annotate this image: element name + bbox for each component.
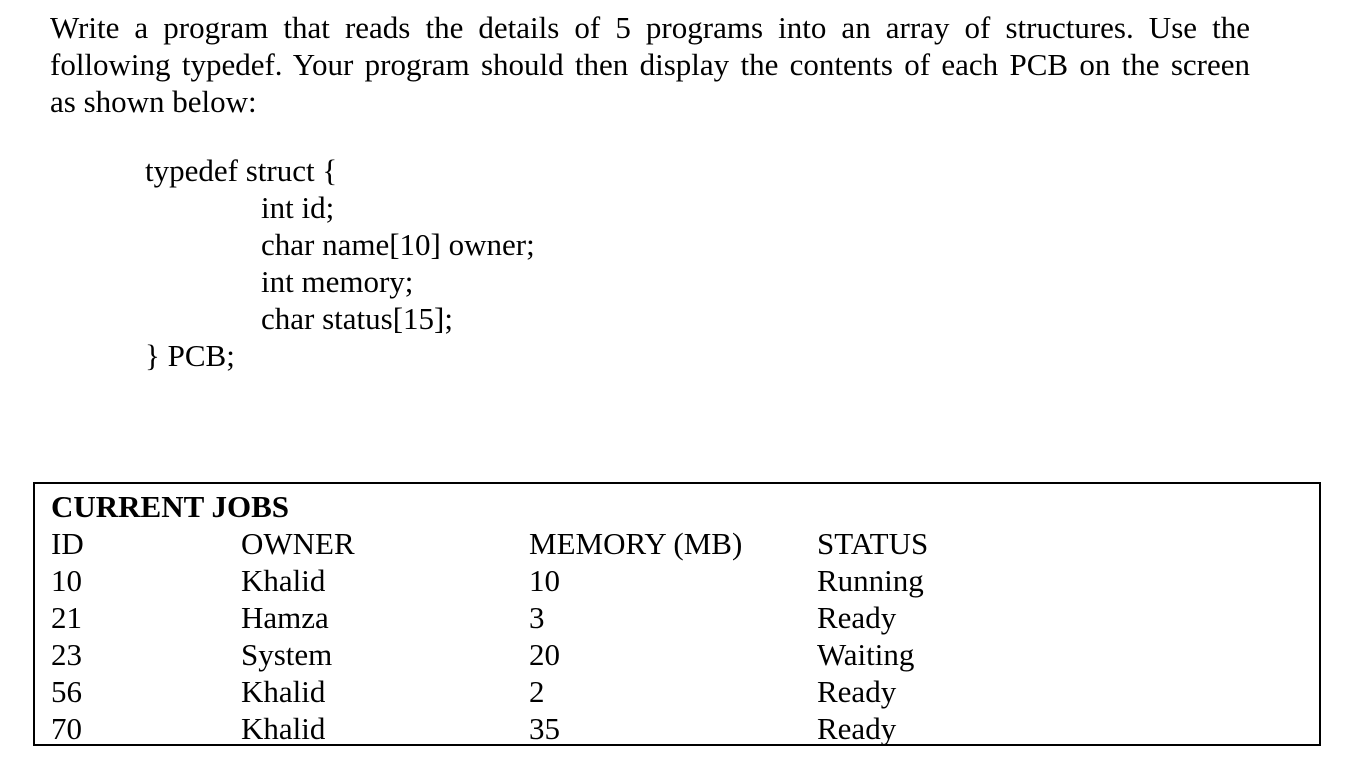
current-jobs-table (33, 482, 1321, 746)
row-2-owner: Hamza (241, 600, 329, 635)
row-2-memory: 3 (529, 600, 545, 635)
row-5-id: 70 (51, 711, 82, 746)
row-4-owner: Khalid (241, 674, 326, 709)
row-4-id: 56 (51, 674, 82, 709)
code-line-status: char status[15]; (261, 301, 453, 336)
row-5-status: Ready (817, 711, 897, 746)
row-5-memory: 35 (529, 711, 560, 746)
row-5-owner: Khalid (241, 711, 326, 746)
code-line-typedef-open: typedef struct { (145, 153, 338, 188)
header-owner: OWNER (241, 526, 355, 561)
row-1-owner: Khalid (241, 563, 326, 598)
row-2-id: 21 (51, 600, 82, 635)
code-line-id: int id; (261, 190, 335, 225)
row-2-status: Ready (817, 600, 897, 635)
header-status: STATUS (817, 526, 929, 561)
row-4-status: Ready (817, 674, 897, 709)
row-1-status: Running (817, 563, 924, 598)
table-title: CURRENT JOBS (51, 489, 290, 524)
problem-statement-line-3: as shown below: (50, 84, 257, 119)
row-3-memory: 20 (529, 637, 560, 672)
problem-statement-line-2: following typedef. Your program should then display the contents of each PCB on the screen (50, 47, 1250, 82)
code-line-typedef-close: } PCB; (145, 338, 235, 373)
row-3-status: Waiting (817, 637, 915, 672)
row-3-id: 23 (51, 637, 82, 672)
row-1-memory: 10 (529, 563, 560, 598)
code-line-owner: char name[10] owner; (261, 227, 535, 262)
row-4-memory: 2 (529, 674, 545, 709)
header-id: ID (51, 526, 84, 561)
problem-statement-line-1: Write a program that reads the details of 5 programs into an array of structures. Use the (50, 10, 1250, 45)
header-memory: MEMORY (MB) (529, 526, 743, 561)
problem-statement (50, 9, 1250, 120)
row-3-owner: System (241, 637, 333, 672)
row-1-id: 10 (51, 563, 82, 598)
code-line-memory: int memory; (261, 264, 414, 299)
